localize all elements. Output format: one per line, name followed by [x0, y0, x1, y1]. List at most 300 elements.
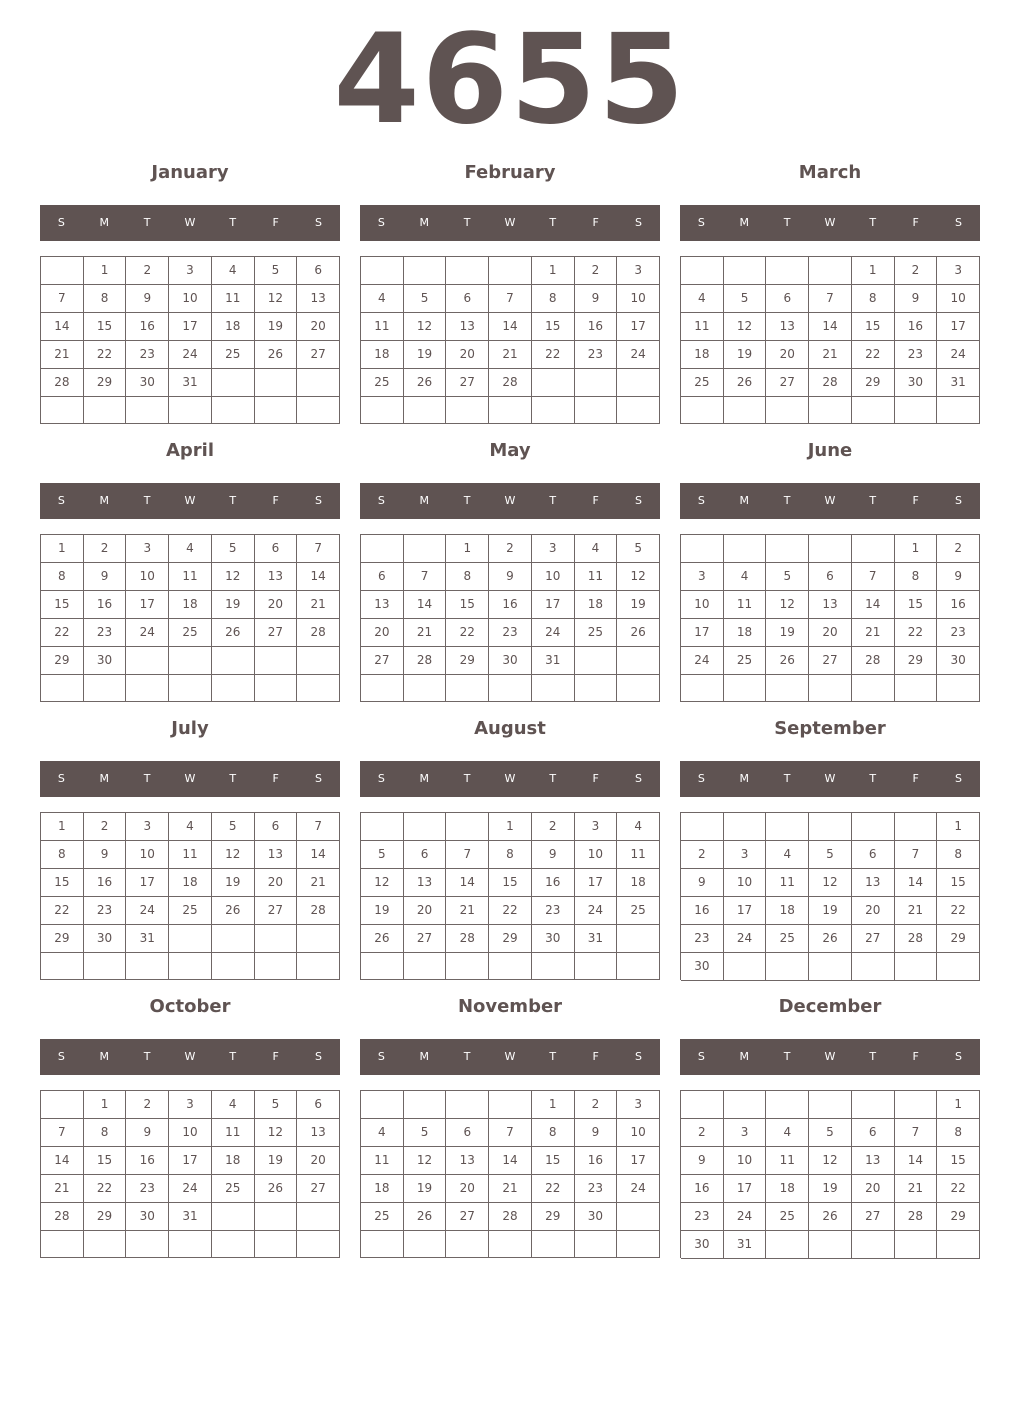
month-name: October	[149, 996, 231, 1017]
day-cell: 17	[617, 1147, 660, 1175]
day-cell: 6	[297, 1091, 340, 1119]
day-cell: 22	[84, 1175, 127, 1203]
day-cell: 22	[446, 619, 489, 647]
day-cell: 15	[41, 591, 84, 619]
day-cell: 9	[489, 563, 532, 591]
empty-day-cell	[41, 953, 84, 980]
day-cell: 9	[575, 1119, 618, 1147]
weekday-label: F	[592, 772, 599, 785]
day-cell: 16	[681, 1175, 724, 1203]
empty-day-cell	[895, 675, 938, 702]
day-cell: 20	[255, 869, 298, 897]
day-grid	[40, 534, 340, 702]
day-cell: 1	[937, 1091, 980, 1119]
day-cell: 18	[617, 869, 660, 897]
day-cell: 29	[84, 369, 127, 397]
day-cell: 4	[766, 1119, 809, 1147]
day-cell: 4	[361, 285, 404, 313]
day-cell: 5	[809, 841, 852, 869]
day-cell: 31	[169, 369, 212, 397]
day-cell: 16	[126, 313, 169, 341]
weekday-label: T	[783, 494, 791, 507]
weekday-label: S	[634, 216, 642, 229]
day-cell: 28	[489, 1203, 532, 1231]
day-cell: 13	[852, 869, 895, 897]
day-cell: 30	[681, 953, 724, 981]
weekday-label: T	[549, 1050, 557, 1063]
weekday-label: S	[57, 1050, 65, 1063]
day-cell: 30	[489, 647, 532, 675]
day-cell: 15	[84, 313, 127, 341]
day-cell: 18	[361, 341, 404, 369]
empty-day-cell	[895, 813, 938, 841]
day-cell: 25	[766, 925, 809, 953]
day-cell: 2	[575, 257, 618, 285]
day-cell: 1	[446, 535, 489, 563]
empty-day-cell	[361, 675, 404, 702]
empty-day-cell	[575, 647, 618, 675]
empty-day-cell	[766, 1091, 809, 1119]
day-grid	[360, 256, 660, 424]
empty-day-cell	[404, 397, 447, 424]
weekday-header	[680, 483, 980, 519]
day-cell: 13	[255, 563, 298, 591]
day-cell: 13	[297, 285, 340, 313]
day-cell: 24	[937, 341, 980, 369]
day-cell: 5	[766, 563, 809, 591]
weekday-header	[360, 761, 660, 797]
day-cell: 3	[617, 257, 660, 285]
weekday-label: M	[99, 216, 110, 229]
day-cell: 17	[575, 869, 618, 897]
empty-day-cell	[404, 675, 447, 702]
empty-day-cell	[297, 647, 340, 675]
weekday-label: M	[419, 772, 430, 785]
empty-day-cell	[617, 369, 660, 397]
day-cell: 25	[169, 619, 212, 647]
weekday-label: W	[824, 772, 836, 785]
weekday-label: S	[314, 1050, 322, 1063]
empty-day-cell	[617, 647, 660, 675]
day-cell: 12	[809, 869, 852, 897]
weekday-label: M	[99, 772, 110, 785]
empty-day-cell	[809, 1091, 852, 1119]
empty-day-cell	[41, 257, 84, 285]
day-cell: 10	[724, 869, 767, 897]
day-cell: 29	[937, 1203, 980, 1231]
day-cell: 21	[297, 591, 340, 619]
day-cell: 27	[361, 647, 404, 675]
day-cell: 31	[532, 647, 575, 675]
day-cell: 17	[532, 591, 575, 619]
day-cell: 27	[446, 1203, 489, 1231]
day-cell: 21	[489, 341, 532, 369]
empty-day-cell	[41, 1231, 84, 1258]
weekday-label: M	[739, 216, 750, 229]
day-cell: 29	[532, 1203, 575, 1231]
weekday-label: W	[504, 216, 516, 229]
day-cell: 24	[126, 897, 169, 925]
day-cell: 13	[766, 313, 809, 341]
day-cell: 26	[255, 341, 298, 369]
month-name: November	[457, 996, 563, 1017]
day-cell: 11	[724, 591, 767, 619]
day-cell: 22	[84, 341, 127, 369]
day-cell: 24	[617, 341, 660, 369]
day-cell: 31	[724, 1231, 767, 1259]
month-name: May	[489, 440, 531, 461]
day-cell: 19	[617, 591, 660, 619]
day-cell: 10	[126, 563, 169, 591]
weekday-label: W	[184, 772, 196, 785]
empty-day-cell	[446, 953, 489, 980]
empty-day-cell	[766, 813, 809, 841]
day-cell: 1	[41, 813, 84, 841]
day-cell: 24	[169, 341, 212, 369]
weekday-label: S	[314, 494, 322, 507]
day-cell: 26	[809, 925, 852, 953]
weekday-label: M	[419, 1050, 430, 1063]
empty-day-cell	[446, 397, 489, 424]
weekday-label: T	[869, 216, 877, 229]
day-cell: 11	[169, 563, 212, 591]
day-cell: 16	[532, 869, 575, 897]
weekday-label: W	[824, 216, 836, 229]
day-cell: 2	[937, 535, 980, 563]
weekday-label: T	[869, 1050, 877, 1063]
day-cell: 31	[126, 925, 169, 953]
day-cell: 4	[724, 563, 767, 591]
empty-day-cell	[361, 257, 404, 285]
day-cell: 22	[41, 897, 84, 925]
day-cell: 5	[809, 1119, 852, 1147]
day-cell: 3	[169, 257, 212, 285]
day-cell: 15	[446, 591, 489, 619]
day-cell: 15	[41, 869, 84, 897]
empty-day-cell	[169, 397, 212, 424]
day-cell: 3	[126, 535, 169, 563]
empty-day-cell	[724, 953, 767, 981]
day-cell: 22	[41, 619, 84, 647]
day-cell: 2	[126, 1091, 169, 1119]
weekday-label: W	[184, 216, 196, 229]
day-cell: 4	[681, 285, 724, 313]
day-cell: 18	[681, 341, 724, 369]
empty-day-cell	[404, 1091, 447, 1119]
weekday-header	[40, 483, 340, 519]
day-cell: 2	[681, 841, 724, 869]
day-cell: 15	[937, 869, 980, 897]
empty-day-cell	[169, 1231, 212, 1258]
day-cell: 6	[404, 841, 447, 869]
weekday-header	[680, 761, 980, 797]
day-cell: 11	[575, 563, 618, 591]
empty-day-cell	[809, 397, 852, 424]
day-cell: 16	[575, 1147, 618, 1175]
day-cell: 4	[169, 535, 212, 563]
day-cell: 6	[766, 285, 809, 313]
weekday-label: T	[549, 494, 557, 507]
weekday-label: S	[954, 1050, 962, 1063]
weekday-label: F	[912, 1050, 919, 1063]
empty-day-cell	[724, 397, 767, 424]
day-cell: 15	[937, 1147, 980, 1175]
day-cell: 15	[489, 869, 532, 897]
day-cell: 16	[575, 313, 618, 341]
month-name: June	[807, 440, 853, 461]
day-cell: 25	[575, 619, 618, 647]
day-cell: 13	[852, 1147, 895, 1175]
weekday-label: M	[419, 494, 430, 507]
weekday-label: F	[272, 1050, 279, 1063]
day-cell: 7	[852, 563, 895, 591]
day-cell: 13	[361, 591, 404, 619]
empty-day-cell	[255, 953, 298, 980]
weekday-header	[680, 205, 980, 241]
day-cell: 31	[937, 369, 980, 397]
day-cell: 8	[532, 1119, 575, 1147]
day-cell: 20	[297, 1147, 340, 1175]
day-grid	[360, 534, 660, 702]
empty-day-cell	[41, 675, 84, 702]
empty-day-cell	[212, 953, 255, 980]
empty-day-cell	[361, 535, 404, 563]
weekday-label: F	[272, 216, 279, 229]
day-cell: 23	[532, 897, 575, 925]
weekday-label: F	[912, 772, 919, 785]
day-cell: 14	[809, 313, 852, 341]
day-grid	[40, 812, 340, 980]
empty-day-cell	[489, 1091, 532, 1119]
empty-day-cell	[297, 369, 340, 397]
day-cell: 5	[724, 285, 767, 313]
day-grid	[680, 534, 980, 702]
empty-day-cell	[852, 675, 895, 702]
day-cell: 23	[575, 1175, 618, 1203]
day-cell: 8	[446, 563, 489, 591]
day-cell: 12	[255, 285, 298, 313]
empty-day-cell	[446, 257, 489, 285]
empty-day-cell	[681, 813, 724, 841]
empty-day-cell	[404, 257, 447, 285]
day-cell: 3	[681, 563, 724, 591]
empty-day-cell	[532, 1231, 575, 1258]
empty-day-cell	[766, 535, 809, 563]
day-cell: 8	[895, 563, 938, 591]
day-cell: 12	[724, 313, 767, 341]
day-cell: 16	[84, 591, 127, 619]
day-cell: 25	[681, 369, 724, 397]
day-cell: 8	[937, 841, 980, 869]
day-cell: 14	[41, 1147, 84, 1175]
day-cell: 8	[84, 285, 127, 313]
empty-day-cell	[766, 953, 809, 981]
day-cell: 7	[489, 285, 532, 313]
day-cell: 7	[41, 285, 84, 313]
empty-day-cell	[617, 1203, 660, 1231]
day-cell: 1	[852, 257, 895, 285]
empty-day-cell	[212, 925, 255, 953]
day-cell: 1	[84, 1091, 127, 1119]
day-cell: 24	[575, 897, 618, 925]
month-name: February	[464, 162, 556, 183]
empty-day-cell	[895, 953, 938, 981]
day-cell: 9	[532, 841, 575, 869]
day-cell: 19	[404, 1175, 447, 1203]
weekday-label: M	[419, 216, 430, 229]
day-cell: 23	[84, 619, 127, 647]
day-cell: 19	[255, 1147, 298, 1175]
day-cell: 17	[937, 313, 980, 341]
day-cell: 12	[809, 1147, 852, 1175]
weekday-label: S	[697, 494, 705, 507]
day-cell: 28	[297, 619, 340, 647]
day-cell: 6	[852, 1119, 895, 1147]
empty-day-cell	[724, 257, 767, 285]
day-cell: 30	[84, 647, 127, 675]
empty-day-cell	[809, 813, 852, 841]
weekday-label: F	[912, 216, 919, 229]
day-cell: 14	[852, 591, 895, 619]
empty-day-cell	[809, 257, 852, 285]
weekday-label: M	[739, 1050, 750, 1063]
day-cell: 27	[809, 647, 852, 675]
weekday-label: S	[634, 772, 642, 785]
empty-day-cell	[361, 813, 404, 841]
day-cell: 30	[126, 369, 169, 397]
day-cell: 18	[212, 1147, 255, 1175]
month-name: August	[474, 718, 546, 739]
day-cell: 18	[169, 869, 212, 897]
day-cell: 12	[212, 563, 255, 591]
day-cell: 26	[809, 1203, 852, 1231]
day-cell: 6	[446, 1119, 489, 1147]
empty-day-cell	[255, 675, 298, 702]
day-cell: 28	[852, 647, 895, 675]
day-cell: 12	[404, 1147, 447, 1175]
empty-day-cell	[681, 1091, 724, 1119]
day-cell: 1	[895, 535, 938, 563]
empty-day-cell	[724, 1091, 767, 1119]
weekday-label: T	[229, 216, 237, 229]
day-cell: 12	[617, 563, 660, 591]
day-cell: 17	[169, 1147, 212, 1175]
day-cell: 19	[361, 897, 404, 925]
day-cell: 24	[681, 647, 724, 675]
weekday-label: T	[143, 772, 151, 785]
weekday-label: S	[377, 1050, 385, 1063]
day-cell: 4	[617, 813, 660, 841]
weekday-label: S	[697, 1050, 705, 1063]
month-name: December	[778, 996, 882, 1017]
day-cell: 18	[575, 591, 618, 619]
weekday-label: S	[57, 772, 65, 785]
day-cell: 25	[169, 897, 212, 925]
day-cell: 4	[212, 257, 255, 285]
day-cell: 2	[895, 257, 938, 285]
empty-day-cell	[575, 953, 618, 980]
day-cell: 20	[766, 341, 809, 369]
day-cell: 14	[489, 1147, 532, 1175]
day-cell: 28	[297, 897, 340, 925]
day-cell: 21	[446, 897, 489, 925]
weekday-label: T	[143, 216, 151, 229]
day-cell: 11	[169, 841, 212, 869]
weekday-label: S	[57, 216, 65, 229]
day-cell: 26	[617, 619, 660, 647]
weekday-label: M	[739, 772, 750, 785]
weekday-header	[40, 1039, 340, 1075]
day-cell: 21	[895, 897, 938, 925]
day-cell: 28	[895, 925, 938, 953]
day-cell: 1	[84, 257, 127, 285]
day-cell: 15	[84, 1147, 127, 1175]
day-cell: 14	[895, 869, 938, 897]
empty-day-cell	[766, 675, 809, 702]
weekday-label: T	[229, 494, 237, 507]
empty-day-cell	[809, 675, 852, 702]
empty-day-cell	[532, 675, 575, 702]
empty-day-cell	[212, 647, 255, 675]
day-cell: 7	[446, 841, 489, 869]
weekday-label: T	[783, 1050, 791, 1063]
weekday-label: S	[954, 772, 962, 785]
day-cell: 16	[489, 591, 532, 619]
empty-day-cell	[852, 813, 895, 841]
weekday-label: T	[549, 772, 557, 785]
day-cell: 11	[212, 285, 255, 313]
day-cell: 30	[681, 1231, 724, 1259]
day-cell: 15	[852, 313, 895, 341]
day-cell: 21	[895, 1175, 938, 1203]
weekday-label: S	[697, 216, 705, 229]
day-cell: 28	[41, 369, 84, 397]
empty-day-cell	[404, 1231, 447, 1258]
day-grid	[680, 812, 980, 980]
day-cell: 20	[852, 1175, 895, 1203]
day-cell: 23	[937, 619, 980, 647]
weekday-label: T	[783, 772, 791, 785]
day-cell: 18	[766, 897, 809, 925]
weekday-label: F	[592, 1050, 599, 1063]
day-cell: 16	[895, 313, 938, 341]
day-cell: 19	[212, 869, 255, 897]
empty-day-cell	[489, 953, 532, 980]
day-cell: 28	[404, 647, 447, 675]
day-cell: 17	[724, 897, 767, 925]
weekday-label: T	[869, 494, 877, 507]
day-cell: 17	[126, 591, 169, 619]
empty-day-cell	[41, 397, 84, 424]
day-cell: 5	[255, 257, 298, 285]
day-cell: 27	[852, 925, 895, 953]
day-cell: 29	[895, 647, 938, 675]
day-cell: 23	[84, 897, 127, 925]
day-cell: 7	[41, 1119, 84, 1147]
day-cell: 22	[937, 1175, 980, 1203]
day-cell: 15	[532, 1147, 575, 1175]
day-cell: 20	[361, 619, 404, 647]
day-cell: 27	[255, 619, 298, 647]
day-cell: 7	[297, 813, 340, 841]
empty-day-cell	[895, 397, 938, 424]
day-cell: 9	[84, 841, 127, 869]
day-cell: 22	[532, 341, 575, 369]
day-grid	[40, 1090, 340, 1258]
day-cell: 23	[126, 1175, 169, 1203]
day-grid	[360, 812, 660, 980]
weekday-label: M	[99, 494, 110, 507]
